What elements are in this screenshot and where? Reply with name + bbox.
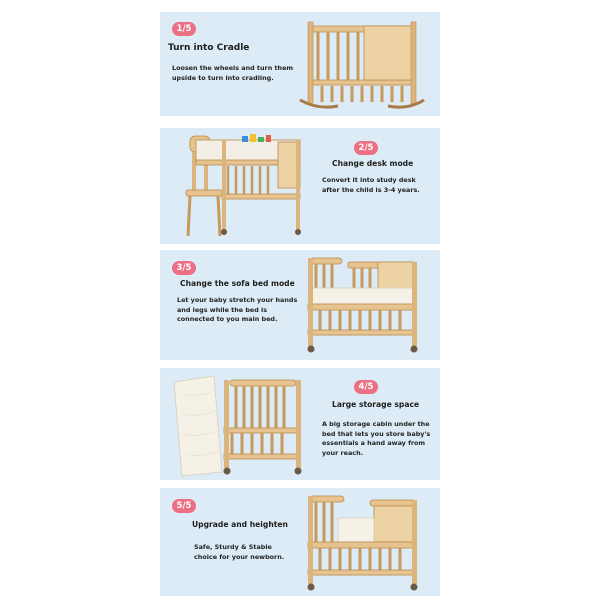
panel-desc-sofa bbox=[177, 296, 307, 325]
desc-line: Safe, Sturdy & Stable bbox=[194, 543, 272, 551]
panel-title-storage: Large storage space bbox=[332, 400, 420, 409]
panel-sofa bbox=[160, 250, 440, 360]
panel-cradle bbox=[160, 12, 440, 116]
step-badge-5: 5/5 bbox=[172, 499, 196, 513]
step-badge-3: 3/5 bbox=[172, 261, 196, 275]
desc-line: and legs while the bed is bbox=[177, 305, 268, 314]
crib-storage-icon bbox=[170, 374, 310, 478]
desc-line: Convert it into study desk bbox=[322, 176, 416, 184]
panel-title-desk: Change desk mode bbox=[332, 159, 414, 168]
desc-line: A big storage cabin under the bbox=[322, 420, 430, 428]
desc-line: upside to turn into cradling. bbox=[172, 73, 274, 82]
desc-line: after the child is 3-4 years. bbox=[322, 185, 420, 194]
desc-line: connected to you main bed. bbox=[177, 315, 278, 324]
desc-line: Loosen the wheels and turn them bbox=[172, 64, 294, 72]
desc-line: Let your baby stretch your hands bbox=[177, 296, 298, 304]
desc-line: essentials a hand away from bbox=[322, 439, 426, 448]
panel-title-heighten: Upgrade and heighten bbox=[192, 520, 288, 529]
panel-title-cradle: Turn into Cradle bbox=[168, 43, 250, 53]
step-badge-4: 4/5 bbox=[354, 380, 378, 394]
crib-cradle-icon bbox=[298, 14, 428, 114]
step-badge-2: 2/5 bbox=[354, 141, 378, 155]
panel-desc-cradle bbox=[172, 64, 302, 83]
panel-heighten bbox=[160, 488, 440, 596]
crib-sofa-icon bbox=[304, 254, 424, 358]
crib-heighten-icon bbox=[304, 492, 424, 596]
crib-desk-icon bbox=[182, 132, 312, 242]
panel-desk bbox=[160, 128, 440, 244]
panel-desc-storage bbox=[322, 420, 440, 458]
desc-line: your reach. bbox=[322, 448, 364, 457]
desc-line: bed that lets you store baby's bbox=[322, 429, 431, 438]
step-badge-1: 1/5 bbox=[172, 22, 196, 36]
panel-title-sofa: Change the sofa bed mode bbox=[180, 279, 295, 288]
panel-desc-desk bbox=[322, 176, 440, 195]
panel-storage bbox=[160, 368, 440, 480]
desc-line: choice for your newborn. bbox=[194, 552, 285, 561]
